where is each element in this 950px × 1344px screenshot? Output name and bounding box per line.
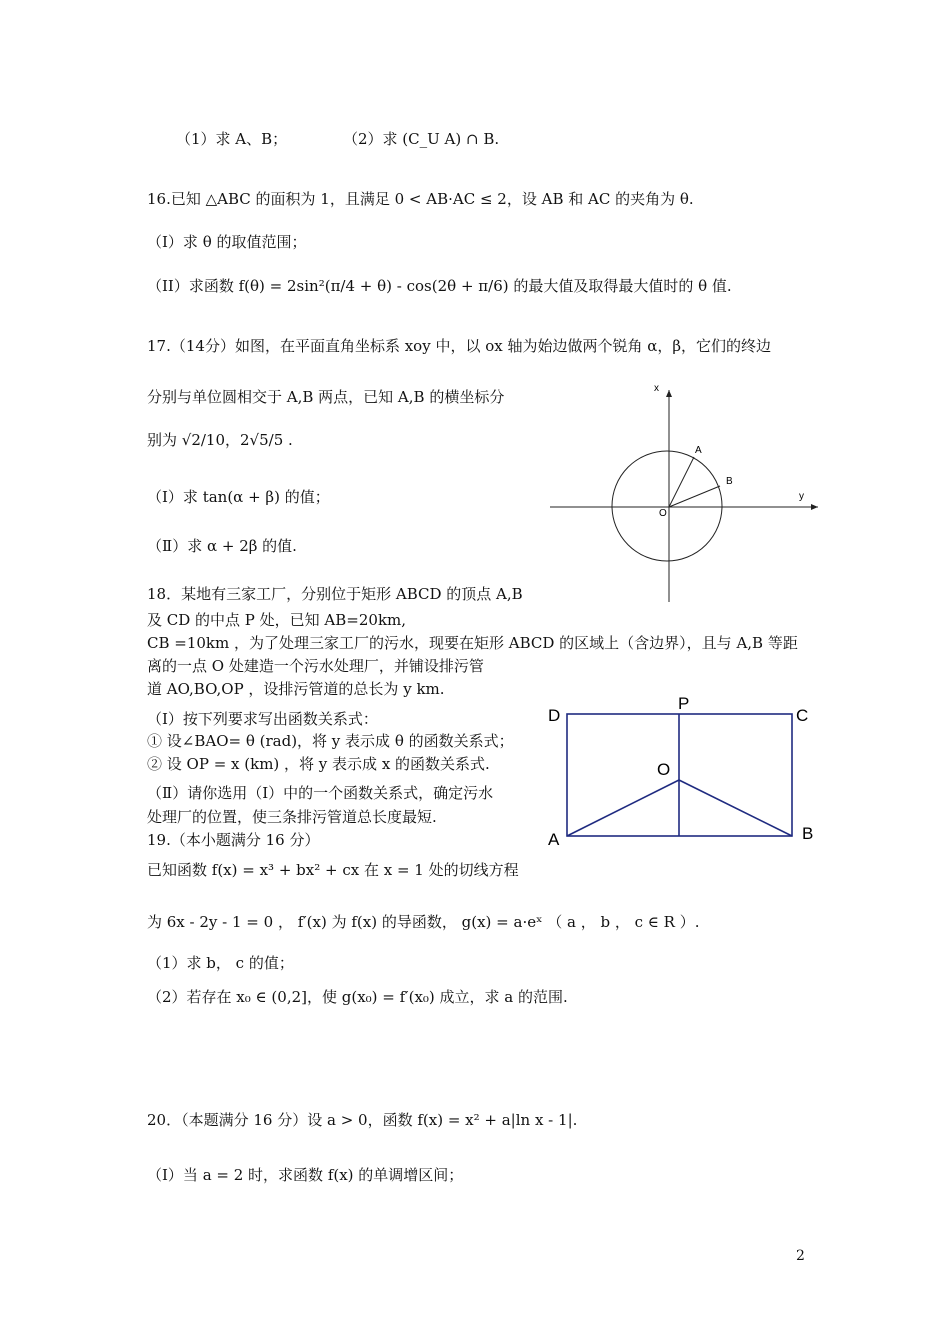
q17-stem-line1: 17.（14分）如图，在平面直角坐标系 xoy 中，以 ox 轴为始边做两个锐角 α，β，它们的终边 xyxy=(147,337,772,355)
origin-label: O xyxy=(659,508,667,519)
pipe-bo xyxy=(679,780,792,836)
unit-circle xyxy=(612,451,722,561)
vertical-axis-arrow xyxy=(666,390,672,397)
q19-part2: （2）若存在 x₀ ∈ (0,2]，使 g(x₀) = f′(x₀) 成立，求 a 的范围. xyxy=(147,988,568,1006)
q17-part2: （Ⅱ）求 α + 2β 的值. xyxy=(147,537,297,555)
label-p: P xyxy=(678,694,690,713)
q15-part2: （2）求 (C_U A) ∩ B. xyxy=(343,130,500,148)
ray-ob xyxy=(669,486,720,507)
q15-part1: （1）求 A、B； xyxy=(176,130,288,148)
q18-line3: CB =10km ，为了处理三家工厂的污水，现要在矩形 ABCD 的区域上（含边界），且与 A,B 等距 xyxy=(147,634,798,652)
q18-line10: 处理厂的位置，使三条排污管道总长度最短. xyxy=(147,808,437,826)
point-a-label: A xyxy=(695,445,702,456)
q18-line8: ② 设 OP = x (km) ，将 y 表示成 x 的函数关系式. xyxy=(147,755,490,773)
ray-oa xyxy=(669,457,694,507)
label-d: D xyxy=(548,706,561,725)
q19-part1: （1）求 b， c 的值； xyxy=(147,954,294,972)
q19-title: 19.（本小题满分 16 分） xyxy=(147,831,320,849)
horizontal-axis-arrow xyxy=(811,504,818,510)
q18-line4: 离的一点 O 处建造一个污水处理厂，并铺设排污管 xyxy=(147,657,484,675)
unit-circle-figure xyxy=(548,380,823,605)
q16-stem: 16.已知 △ABC 的面积为 1，且满足 0 < AB·AC ≤ 2，设 AB 和 AC 的夹角为 θ. xyxy=(147,190,694,208)
label-a: A xyxy=(548,830,560,849)
q18-line7: ① 设∠BAO= θ (rad)，将 y 表示成 θ 的函数关系式； xyxy=(147,732,514,750)
q20-stem: 20．（本题满分 16 分）设 a > 0，函数 f(x) = x² + a|ln x - 1|. xyxy=(147,1111,578,1129)
point-b-label: B xyxy=(726,476,733,487)
axis-x-label: x xyxy=(654,383,659,394)
pipe-ao xyxy=(567,780,679,836)
q18-line2: 及 CD 的中点 P 处，已知 AB=20km, xyxy=(147,611,407,629)
q18-line9: （Ⅱ）请你选用（Ⅰ）中的一个函数关系式，确定污水 xyxy=(147,784,494,802)
label-b: B xyxy=(802,824,814,843)
label-c: C xyxy=(796,706,809,725)
q17-stem-line3: 别为 √2/10，2√5/5 . xyxy=(147,431,293,449)
q17-stem-line2: 分别与单位圆相交于 A,B 两点，已知 A,B 的横坐标分 xyxy=(147,388,505,406)
q19-line2: 为 6x - 2y - 1 = 0 ， f′(x) 为 f(x) 的导函数， g(x) = a·eˣ （ a ， b ， c ∈ R ）. xyxy=(147,913,700,931)
q20-part1: （Ⅰ）当 a = 2 时，求函数 f(x) 的单调增区间； xyxy=(147,1166,464,1184)
axis-y-label: y xyxy=(799,491,804,502)
q18-line1: 18．某地有三家工厂，分别位于矩形 ABCD 的顶点 A,B xyxy=(147,585,523,603)
q17-part1: （Ⅰ）求 tan(α + β) 的值； xyxy=(147,488,330,506)
q19-line1: 已知函数 f(x) = x³ + bx² + cx 在 x = 1 处的切线方程 xyxy=(147,861,519,879)
q18-line6: （Ⅰ）按下列要求写出函数关系式： xyxy=(147,710,378,728)
page-number: 2 xyxy=(796,1248,805,1264)
q18-line5: 道 AO,BO,OP ，设排污管道的总长为 y km. xyxy=(147,680,445,698)
label-o: O xyxy=(657,760,671,779)
rectangle-figure xyxy=(540,690,825,855)
q16-part1: （I）求 θ 的取值范围； xyxy=(147,233,307,251)
q16-part2: （II）求函数 f(θ) = 2sin²(π/4 + θ) - cos(2θ + π/6) 的最大值及取得最大值时的 θ 值. xyxy=(147,277,732,295)
